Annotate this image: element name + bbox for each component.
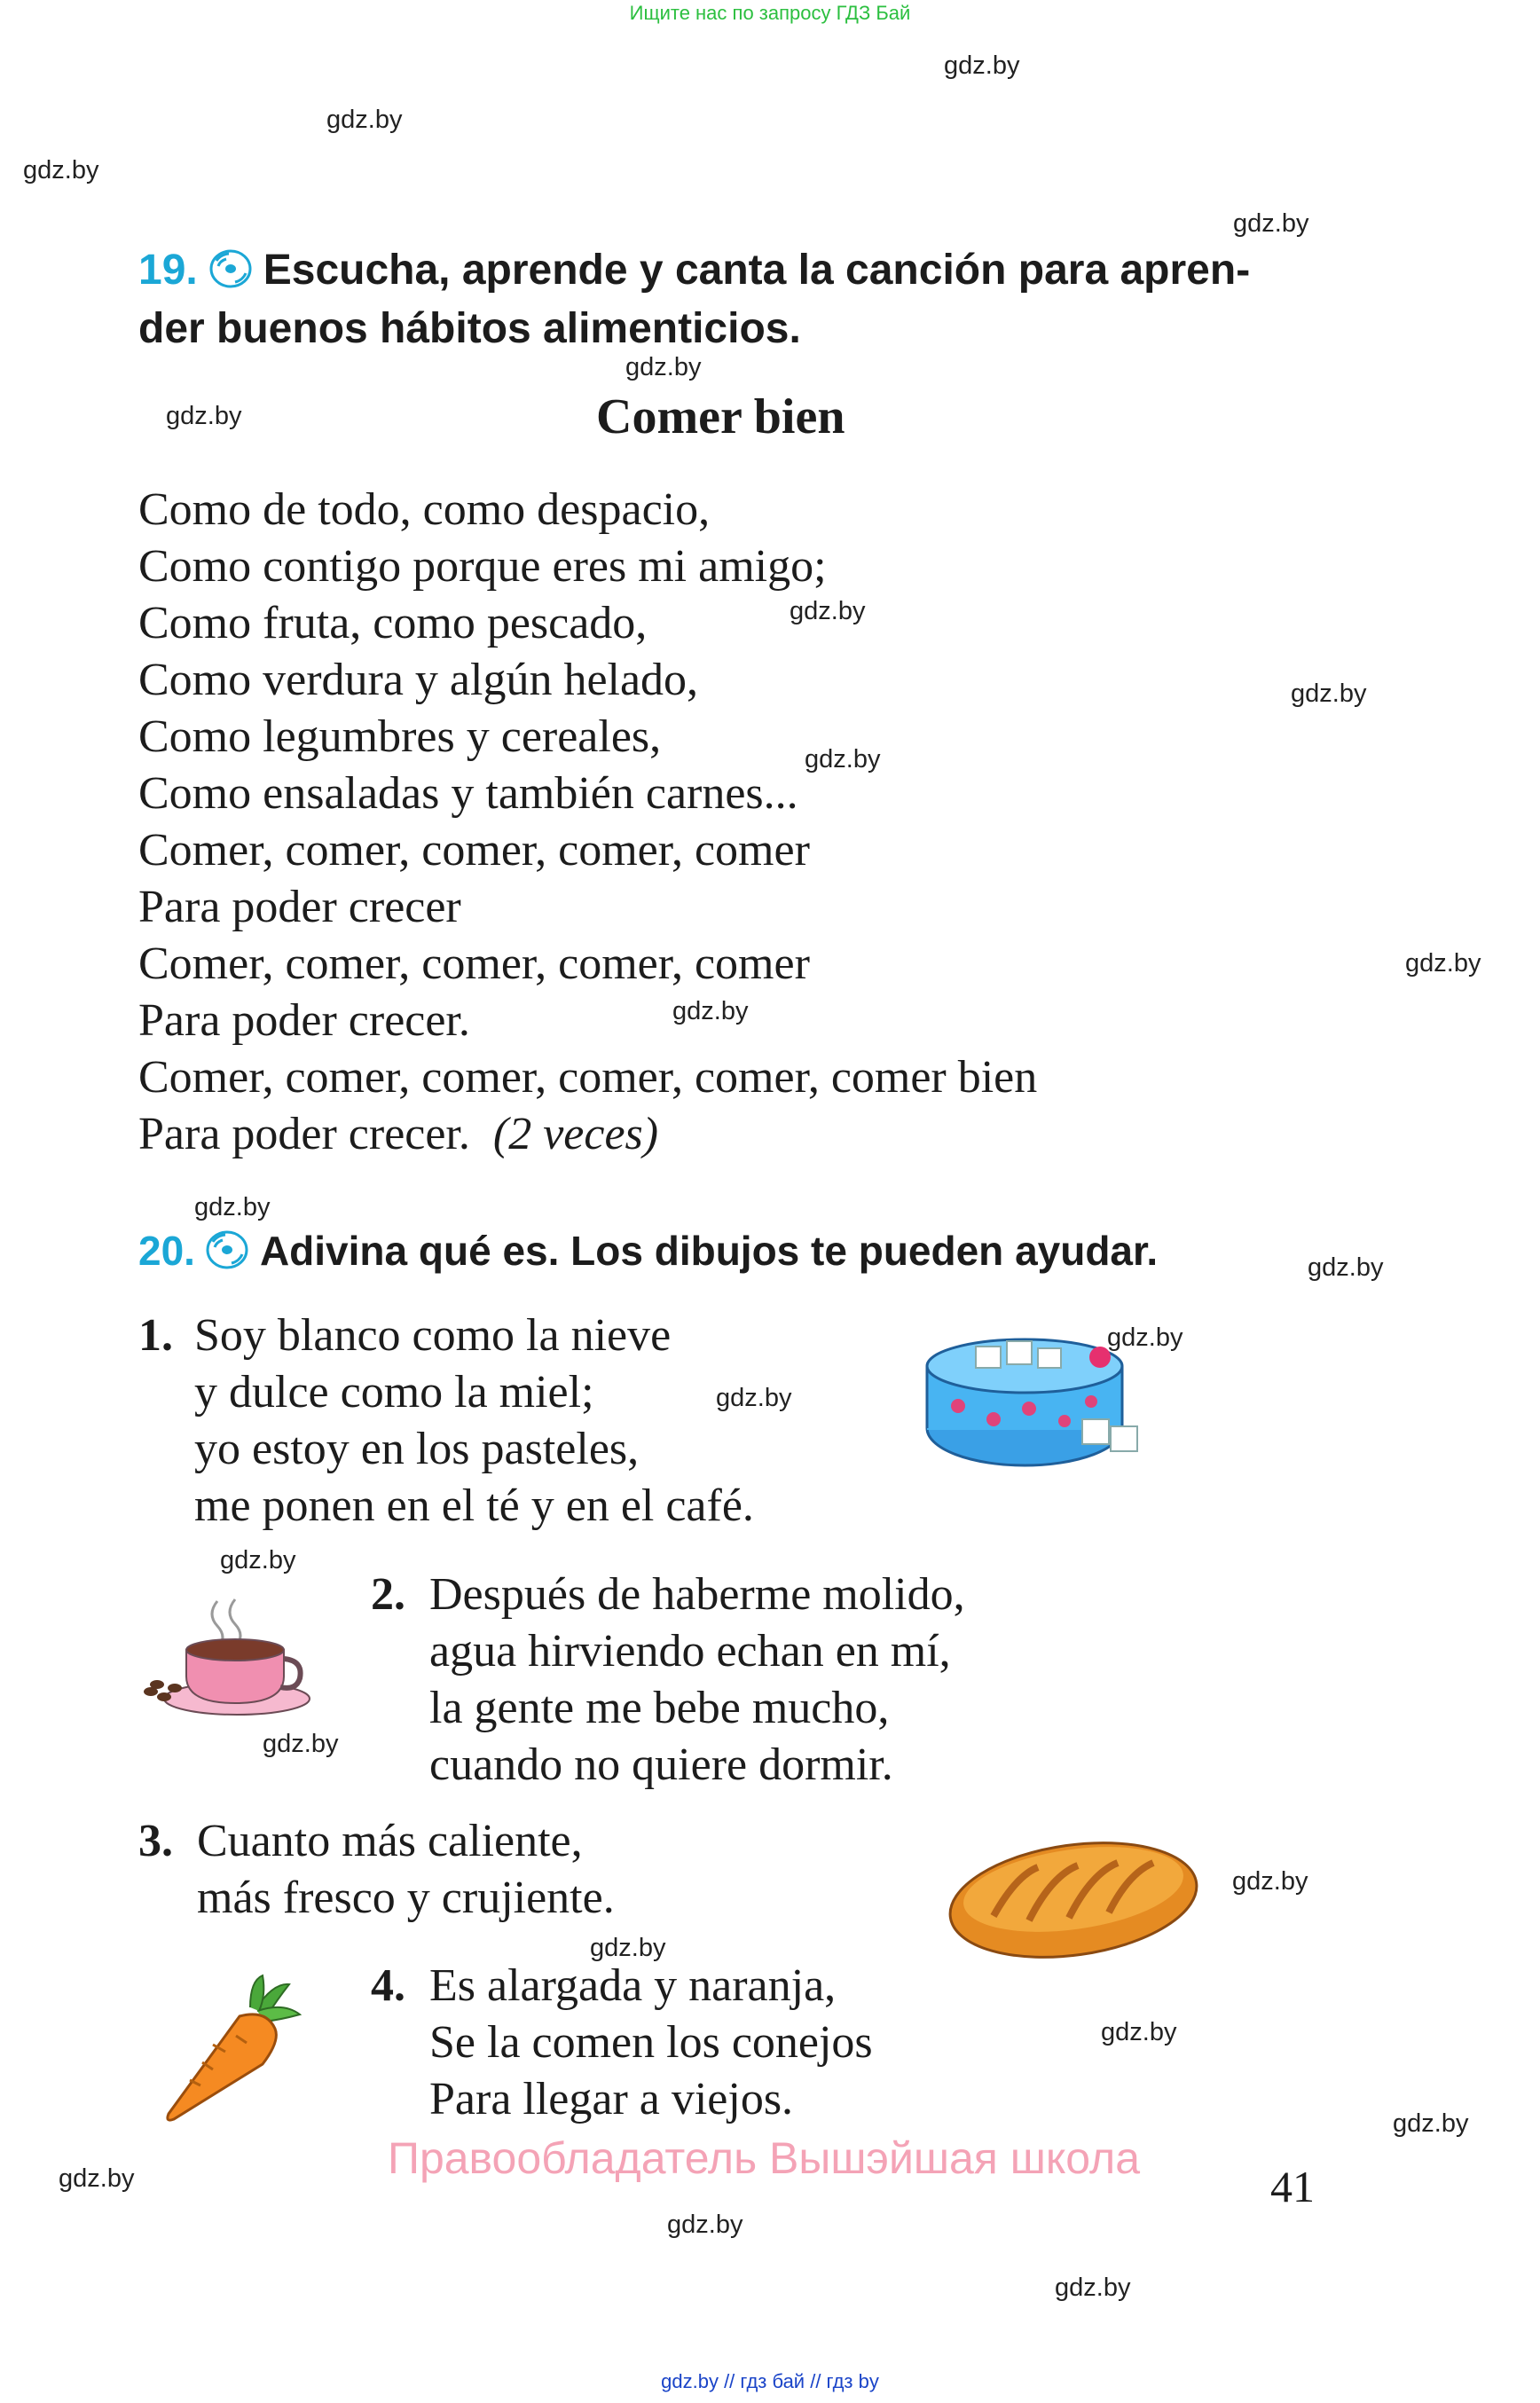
exercise-20-heading (138, 1224, 1158, 1284)
watermark: gdz.by (1055, 2273, 1131, 2302)
top-banner[interactable]: Ищите нас по запросу ГДЗ Бай (629, 2, 911, 24)
riddle-number: 1. (138, 1310, 173, 1361)
riddle-line: Después de haberme molido, (429, 1569, 965, 1620)
audio-disc-icon[interactable] (205, 1229, 249, 1284)
riddle-3 (138, 1813, 615, 1927)
lyric-line: Comer, comer, comer, comer, comer (138, 825, 810, 876)
watermark: gdz.by (1232, 1867, 1308, 1896)
lyric-line: Como ensaladas y también carnes... (138, 768, 798, 819)
watermark: gdz.by (672, 997, 749, 1025)
carrot-illustration (151, 1974, 310, 2124)
lyric-line-text: Para poder crecer. (138, 1109, 470, 1159)
lyric-line: Como de todo, como despacio, (138, 484, 711, 535)
riddle-line: agua hirviendo echan en mí, (429, 1626, 951, 1677)
song-title: Comer bien (596, 389, 845, 444)
watermark: gdz.by (1393, 2109, 1469, 2138)
watermark: gdz.by (716, 1384, 792, 1412)
riddle-line: Cuanto más caliente, (197, 1816, 583, 1866)
lyric-line: Comer, comer, comer, comer, comer, comer bien (138, 1052, 1038, 1103)
riddle-2 (371, 1567, 965, 1794)
exercise-instruction-line1: Escucha, aprende y canta la canción para apren- (263, 247, 1251, 294)
watermark: gdz.by (263, 1730, 339, 1758)
riddle-line: Soy blanco como la nieve (194, 1310, 672, 1361)
riddle-line: Es alargada y naranja, (429, 1960, 837, 2011)
riddle-number: 2. (371, 1569, 405, 1620)
lyric-line: Como verdura y algún helado, (138, 655, 699, 705)
exercise-number: 19. (138, 247, 198, 294)
watermark: gdz.by (1308, 1253, 1384, 1282)
coffee-cup-illustration (138, 1592, 315, 1716)
exercise-number: 20. (138, 1228, 195, 1274)
watermark: gdz.by (166, 402, 242, 430)
copyright-notice: Правообладатель Вышэйшая школа (388, 2133, 1140, 2183)
exercise-instruction: Adivina qué es. Los dibujos te pueden ayudar. (259, 1228, 1159, 1274)
lyric-line: Comer, comer, comer, comer, comer (138, 938, 810, 989)
exercise-19-heading (138, 244, 1345, 356)
riddle-number: 3. (138, 1816, 173, 1866)
riddle-1 (138, 1308, 754, 1535)
exercise-instruction-line2: der buenos hábitos alimenticios. (138, 305, 801, 352)
watermark: gdz.by (667, 2211, 743, 2239)
watermark: gdz.by (790, 597, 866, 625)
lyric-line (138, 1106, 1037, 1163)
audio-disc-icon[interactable] (208, 248, 253, 302)
lyric-line: Como fruta, como pescado, (138, 598, 648, 648)
riddle-line: la gente me bebe mucho, (429, 1683, 890, 1733)
watermark: gdz.by (944, 51, 1020, 80)
watermark: gdz.by (1405, 949, 1481, 978)
riddle-line: más fresco y crujiente. (197, 1873, 615, 1923)
riddle-line: cuando no quiere dormir. (429, 1739, 893, 1790)
lyric-line: Para poder crecer. (138, 995, 470, 1046)
riddle-line: Para llegar a viejos. (429, 2074, 794, 2124)
watermark: gdz.by (1233, 209, 1309, 238)
sugar-bowl-illustration (914, 1322, 1144, 1472)
watermark: gdz.by (590, 1934, 666, 1962)
lyric-line: Como contigo porque eres mi amigo; (138, 541, 827, 592)
riddle-line: yo estoy en los pasteles, (194, 1424, 640, 1474)
watermark: gdz.by (1291, 679, 1367, 708)
lyric-line: Como legumbres y cereales, (138, 711, 662, 762)
riddle-line: me ponen en el té y en el café. (194, 1480, 754, 1531)
riddle-number: 4. (371, 1960, 405, 2011)
riddle-line: Se la comen los conejos (429, 2017, 873, 2068)
watermark: gdz.by (1101, 2018, 1177, 2046)
footer-links[interactable]: gdz.by // гдз бай // гдз by (661, 2370, 879, 2392)
page-number: 41 (1270, 2162, 1315, 2211)
watermark: gdz.by (23, 156, 99, 185)
watermark: gdz.by (194, 1193, 271, 1221)
bread-loaf-illustration (945, 1827, 1202, 1969)
repeat-note: (2 veces) (492, 1109, 659, 1159)
watermark: gdz.by (326, 106, 403, 134)
riddle-4 (371, 1958, 873, 2128)
watermark: gdz.by (1107, 1323, 1183, 1352)
watermark: gdz.by (220, 1546, 296, 1575)
song-lyrics (138, 482, 1037, 1163)
watermark: gdz.by (625, 353, 702, 381)
lyric-line: Para poder crecer (138, 882, 461, 932)
watermark: gdz.by (59, 2164, 135, 2193)
watermark: gdz.by (805, 745, 881, 774)
riddle-line: y dulce como la miel; (194, 1367, 594, 1417)
